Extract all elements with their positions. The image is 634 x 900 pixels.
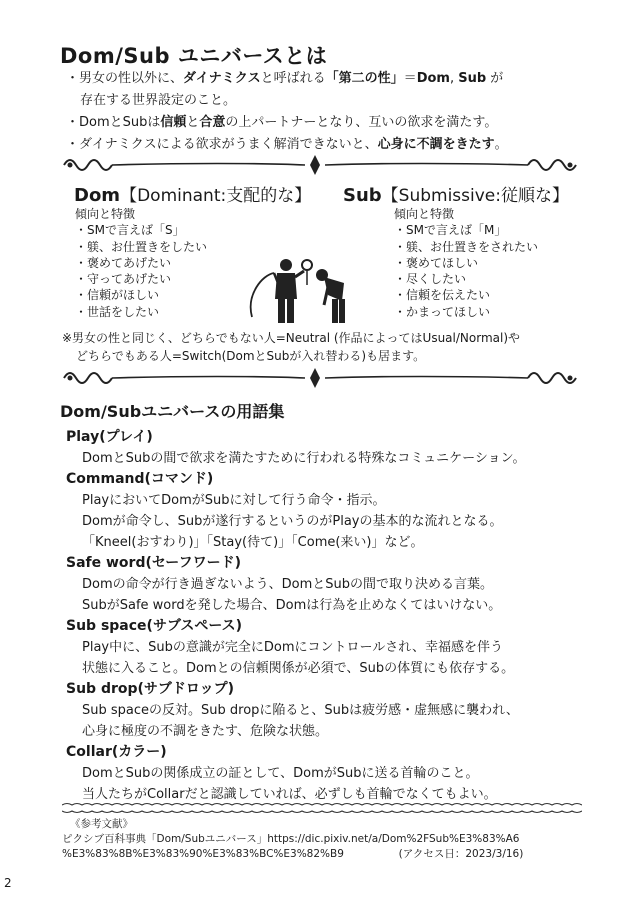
note-line-2: どちらでもある人=Switch(DomとSubが入れ替わる)も居ます。 xyxy=(76,349,426,363)
bullet-text: ・男女の性以外に、 xyxy=(66,71,184,86)
bullet-text: 。 xyxy=(494,137,508,152)
references xyxy=(62,817,523,862)
note-line-1: ※男女の性と同じく、どちらでもない人=Neutral (作品によってはUsual/Normal)や xyxy=(62,331,521,345)
ornamental-divider-2 xyxy=(60,364,580,392)
references-access-date: (アクセス日：2023/3/16) xyxy=(398,848,524,860)
glossary-definition: SubがSafe wordを発した場合、Domは行為を止めなくてはいけない。 xyxy=(82,598,502,613)
sub-trait-item: ・かまってほしい xyxy=(394,304,491,319)
sub-trait-item: ・尽くしたい xyxy=(394,272,467,287)
glossary-definition: Play中に、Subの意識が完全にDomにコントロールされ、幸福感を伴う xyxy=(82,640,504,655)
dom-trait-item: ・褒めてあげたい xyxy=(75,255,172,270)
sub-description: 【Submissive:従順な】 xyxy=(381,186,569,206)
dom-traits xyxy=(75,206,207,320)
references-line-2: %E3%83%8B%E3%83%90%E3%83%BC%E3%82%B9 xyxy=(62,848,344,860)
bullet-continuation: 存在する世界設定のこと。 xyxy=(80,93,237,108)
glossary xyxy=(66,427,606,805)
bullet-text: , xyxy=(449,71,459,86)
sub-traits-heading: 傾向と特徴 xyxy=(394,207,455,221)
glossary-definition: 状態に入ること。Domとの信頼関係が必須で、Subの体質にも依存する。 xyxy=(82,661,515,676)
emphasized-text: 心身に不調をきたす xyxy=(377,137,495,152)
bullet-text: の上パートナーとなり、互いの欲求を満たす。 xyxy=(225,115,498,130)
emphasized-text: 合意 xyxy=(199,115,226,130)
bullet-text: ・DomとSubは xyxy=(66,115,161,130)
dom-trait-item: ・信頼がほしい xyxy=(75,288,160,303)
sub-traits xyxy=(394,206,538,320)
glossary-definition: Domの命令が行き過ぎないよう、DomとSubの間で取り決める言葉。 xyxy=(82,577,493,592)
glossary-definition: PlayにおいてDomがSubに対して行う命令・指示。 xyxy=(82,493,386,508)
dom-traits-heading: 傾向と特徴 xyxy=(75,207,136,221)
dom-trait-item: ・守ってあげたい xyxy=(75,272,172,287)
glossary-term: Safe word(セーフワード) xyxy=(66,555,242,571)
emphasized-text: Dom xyxy=(416,71,450,86)
page-title: Dom/Sub ユニバースとは xyxy=(60,44,328,68)
dom-description: 【Dominant:支配的な】 xyxy=(120,186,312,206)
ornamental-divider xyxy=(60,151,580,179)
intro-bullets xyxy=(66,68,606,156)
intro-bullet xyxy=(66,68,606,112)
sub-trait-item: ・躾、お仕置きをされたい xyxy=(394,239,539,254)
intro-bullet xyxy=(66,112,606,134)
glossary-definition: 「Kneel(おすわり)」「Stay(待て)」「Come(来い)」など。 xyxy=(82,535,424,550)
glossary-definition: Sub spaceの反対。Sub dropに陥ると、Subは疲労感・虚無感に襲われ、 xyxy=(82,703,519,718)
glossary-definition: DomとSubの関係成立の証として、DomがSubに送る首輪のこと。 xyxy=(82,766,479,781)
glossary-definition: 当人たちがCollarだと認識していれば、必ずしも首輪でなくてもよい。 xyxy=(82,787,497,802)
dom-trait-item: ・SMで言えば「S」 xyxy=(75,223,185,238)
bullet-text: ・ダイナミクスによる欲求がうまく解消できないと、 xyxy=(66,137,378,152)
glossary-title: Dom/Subユニバースの用語集 xyxy=(60,402,285,421)
glossary-definition: DomとSubの間で欲求を満たすために行われる特殊なコミュニケーション。 xyxy=(82,451,526,466)
wavy-divider xyxy=(62,801,582,815)
glossary-term: Sub space(サブスペース) xyxy=(66,618,243,634)
bullet-text: と呼ばれる xyxy=(260,71,326,86)
dom-trait-item: ・躾、お仕置きをしたい xyxy=(75,239,208,254)
dom-name: Dom xyxy=(74,185,121,206)
glossary-definition: 心身に極度の不調をきたす、危険な状態。 xyxy=(82,724,328,739)
sub-trait-item: ・信頼を伝えたい xyxy=(394,288,491,303)
dom-sub-figures-illustration xyxy=(244,255,354,325)
dom-trait-item: ・世話をしたい xyxy=(75,304,160,319)
emphasized-text: Sub xyxy=(458,71,487,86)
bullet-text: ＝ xyxy=(403,71,417,86)
note-text xyxy=(62,329,520,365)
emphasized-text: ダイナミクス xyxy=(183,71,261,86)
references-line-1: ピクシブ百科事典「Dom/Subユニバース」https://dic.pixiv.net/a/Dom%2FSub%E3%83%A6 xyxy=(62,833,520,845)
bullet-text: が xyxy=(486,71,504,86)
sub-title xyxy=(343,181,569,206)
sub-trait-item: ・褒めてほしい xyxy=(394,255,479,270)
references-heading: 《参考文献》 xyxy=(70,818,133,830)
glossary-term: Command(コマンド) xyxy=(66,471,214,487)
bullet-text: と xyxy=(186,115,200,130)
sub-trait-item: ・SMで言えば「M」 xyxy=(394,223,507,238)
glossary-term: Collar(カラー) xyxy=(66,744,167,760)
emphasized-text: 「第二の性」 xyxy=(325,71,404,86)
dom-title xyxy=(74,181,311,206)
glossary-term: Play(プレイ) xyxy=(66,429,153,445)
emphasized-text: 信頼 xyxy=(160,115,187,130)
glossary-definition: Domが命令し、Subが遂行するというのがPlayの基本的な流れとなる。 xyxy=(82,514,503,529)
page-number: 2 xyxy=(4,876,12,890)
sub-name: Sub xyxy=(343,185,382,206)
glossary-term: Sub drop(サブドロップ) xyxy=(66,681,235,697)
